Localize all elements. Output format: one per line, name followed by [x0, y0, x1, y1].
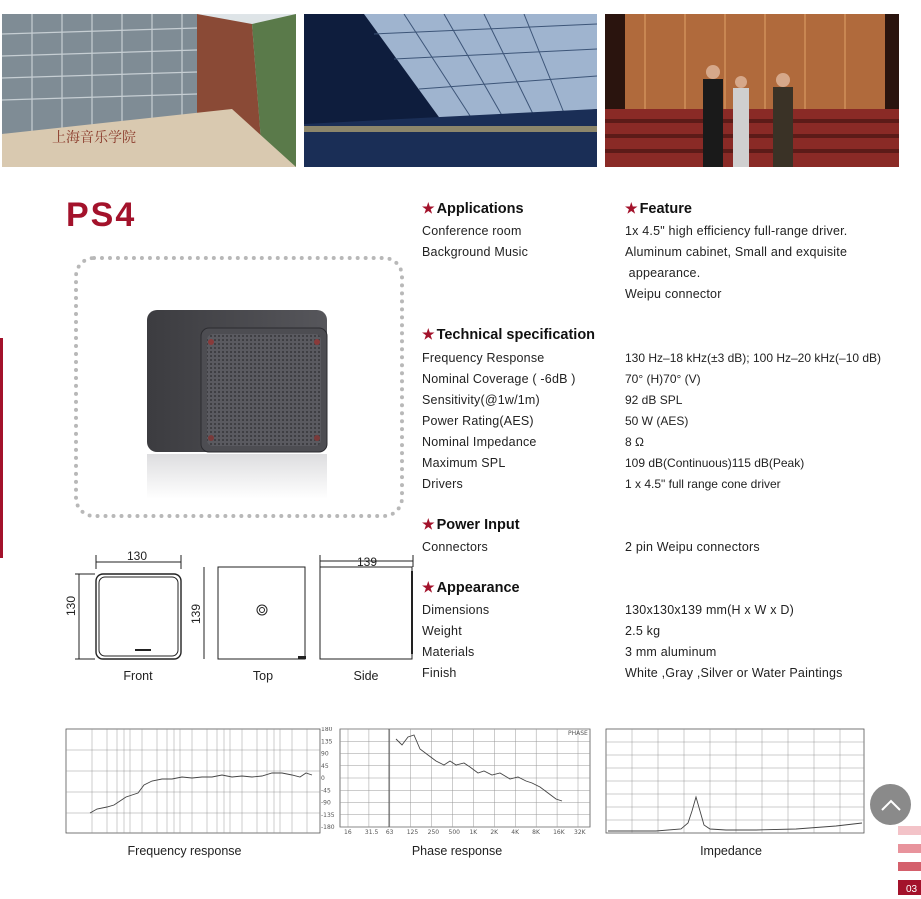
- phase-y-tick: 90: [321, 750, 329, 758]
- scroll-to-top-button[interactable]: [870, 784, 911, 825]
- phase-x-tick: 125: [406, 829, 419, 835]
- star-icon: ★: [422, 326, 435, 342]
- star-icon: ★: [422, 516, 435, 532]
- phase-x-tick: 32K: [574, 829, 586, 835]
- feature-heading: ★ Feature: [625, 200, 692, 217]
- spec-label: Dimensions: [422, 603, 490, 617]
- building-sign-text: 上海音乐学院: [52, 130, 136, 146]
- spec-label: Connectors: [422, 540, 488, 554]
- side-depth-label: 139: [357, 555, 378, 569]
- spec-value: 92 dB SPL: [625, 393, 683, 407]
- spec-label: Frequency Response: [422, 351, 545, 365]
- phase-x-tick: 16: [344, 829, 352, 835]
- spec-label: Weight: [422, 624, 462, 638]
- applications-heading: ★ Applications: [422, 200, 524, 217]
- front-height-label: 130: [64, 595, 78, 616]
- spec-label: Nominal Impedance: [422, 435, 537, 449]
- phase-y-tick: -90: [321, 799, 331, 807]
- application-item: Conference room: [422, 224, 522, 238]
- feature-item: Weipu connector: [625, 287, 722, 301]
- feature-item: Aluminum cabinet, Small and exquisite: [625, 245, 848, 259]
- phase-corner-label: PHASE: [568, 730, 588, 737]
- spec-label: Sensitivity(@1w/1m): [422, 393, 540, 407]
- spec-value: 3 mm aluminum: [625, 645, 717, 659]
- left-accent-bar: [0, 338, 3, 558]
- page-tab: [898, 826, 921, 835]
- frequency-response-caption: Frequency response: [127, 844, 242, 858]
- spec-value: 109 dB(Continuous)115 dB(Peak): [625, 456, 805, 470]
- phase-x-tick: 250: [427, 829, 440, 835]
- impedance-caption: Impedance: [700, 844, 762, 858]
- spec-label: Drivers: [422, 477, 463, 491]
- phase-x-tick: 63: [385, 829, 394, 835]
- side-caption: Side: [353, 669, 379, 683]
- spec-label: Finish: [422, 666, 457, 680]
- spec-value: White ,Gray ,Silver or Water Paintings: [625, 666, 843, 680]
- frequency-response-chart: [52, 727, 322, 835]
- top-depth-label: 139: [189, 603, 203, 624]
- star-icon: ★: [422, 200, 435, 216]
- phase-y-tick: 45: [321, 762, 329, 770]
- phase-x-tick: 8K: [532, 829, 540, 835]
- application-item: Background Music: [422, 245, 529, 259]
- spec-value: 70° (H)70° (V): [625, 372, 701, 386]
- phase-y-tick: -180: [321, 824, 335, 831]
- top-caption: Top: [252, 669, 274, 683]
- phase-response-caption: Phase response: [411, 844, 503, 858]
- star-icon: ★: [625, 200, 638, 216]
- front-caption: Front: [123, 669, 153, 683]
- phase-x-tick: 31.5: [364, 829, 379, 835]
- spec-value: 50 W (AES): [625, 414, 689, 428]
- phase-response-chart: [320, 727, 592, 835]
- power-input-heading: ★ Power Input: [422, 516, 520, 533]
- phase-x-tick: 16K: [553, 829, 565, 835]
- phase-x-tick: 4K: [511, 829, 520, 835]
- spec-value: 8 Ω: [625, 435, 644, 449]
- technical-heading: ★ Technical specification: [422, 326, 596, 343]
- spec-value: 130 Hz–18 kHz(±3 dB); 100 Hz–20 kHz(–10 dB): [625, 351, 882, 365]
- star-icon: ★: [422, 579, 435, 595]
- phase-y-tick: 135: [321, 738, 333, 746]
- product-model-title: PS4: [66, 196, 137, 234]
- spec-value: 130x130x139 mm(H x W x D): [625, 603, 794, 617]
- spec-value: 1 x 4.5" full range cone driver: [625, 477, 781, 491]
- spec-label: Maximum SPL: [422, 456, 506, 470]
- feature-item: appearance.: [625, 266, 701, 280]
- phase-x-tick: 500: [448, 829, 460, 835]
- appearance-heading: ★ Appearance: [422, 579, 520, 596]
- phase-x-tick: 2K: [490, 829, 499, 835]
- spec-label: Nominal Coverage ( -6dB ): [422, 372, 576, 386]
- front-width-label: 130: [127, 549, 148, 563]
- chevron-up-icon: [880, 798, 902, 812]
- phase-y-tick: 0: [321, 775, 325, 782]
- page-number: 03: [898, 880, 921, 895]
- speaker-product-image: [145, 306, 335, 506]
- phase-y-tick: -135: [321, 811, 335, 819]
- spec-label: Materials: [422, 645, 475, 659]
- spec-label: Power Rating(AES): [422, 414, 534, 428]
- glass-facade-photo: [304, 14, 597, 167]
- spec-value: 2.5 kg: [625, 624, 661, 638]
- page-tab: [898, 844, 921, 853]
- feature-item: 1x 4.5" high efficiency full-range driver.: [625, 224, 848, 238]
- impedance-chart: [596, 727, 866, 835]
- phase-y-tick: -45: [321, 787, 331, 795]
- spec-value: 2 pin Weipu connectors: [625, 540, 760, 554]
- phase-y-tick: 180: [321, 727, 333, 733]
- page-tab: [898, 862, 921, 871]
- conservatory-building-photo: [2, 14, 296, 167]
- phase-x-tick: 1K: [469, 829, 478, 835]
- auditorium-people-photo: [605, 14, 899, 167]
